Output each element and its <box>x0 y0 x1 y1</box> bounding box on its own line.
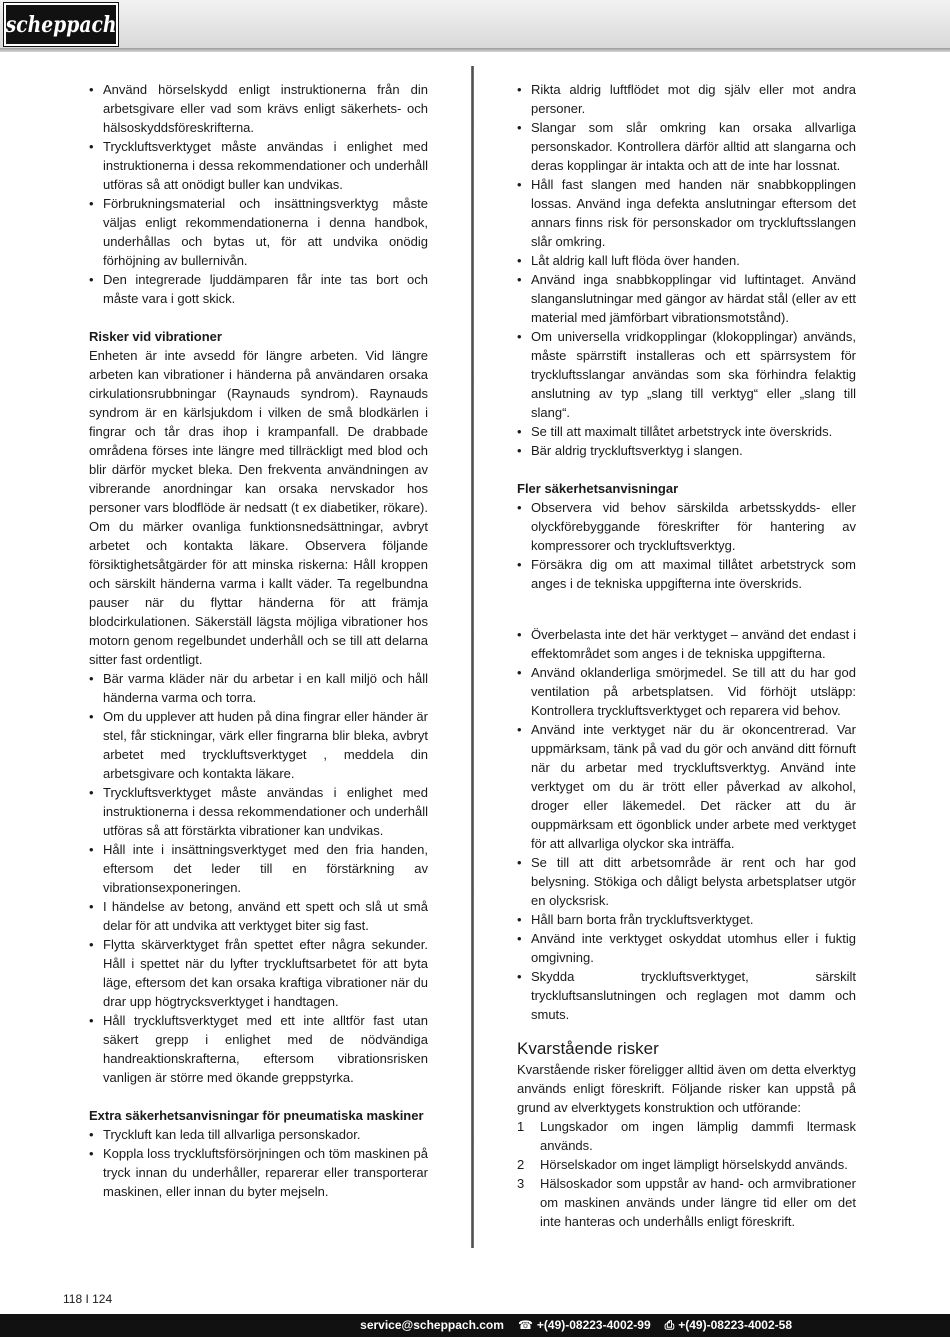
vibration-paragraph: Enheten är inte avsedd för längre arbeten. Vid längre arbeten kan vibrationer i händerna på användaren orsaka cirkulationsrubbningar (Raynauds syndrom). Raynauds syndrom är en kärlsjukdom i vilken de små blodkärlen i fingrar och tår dras ihop i krampanfall. De drabbade områdena förses inte längre med tillräckligt med blod och blir därför mycket bleka. Den frekventa användningen av vibrerande anordningar kan orsaka nervskador hos personer vars blodflöde är nedsatt (t ex diabetiker, rökare). Om du märker ovanliga funktionsnedsättningar, avbryt arbetet och kontakta läkare. Observera följande försiktighetsåtgärder för att minska riskerna: Håll kroppen och särskilt händerna varma i kallt väder. Ta regelbundna pauser när du flyttar händerna för att främja blodcirkulationen. Säkerställ lägsta möjliga vibrationer hos motorn genom regelbundet underhåll och se till att delarna sitter fast ordentligt. <box>89 348 428 667</box>
list-item: • Den integrerade ljuddämparen får inte tas bort och måste vara i gott skick. <box>89 270 428 308</box>
list-item: • Försäkra dig om att maximal tillåtet arbetstryck som anges i de tekniska uppgifterna inte överskrids. <box>517 555 856 593</box>
list-item: • Använd inga snabbkopplingar vid luftintaget. Använd slanganslutningar med gängor av härdat stål (eller av ett material med jämförbart vibrationsmotstånd). <box>517 270 856 327</box>
list-item: • Håll tryckluftsverktyget med ett inte alltför fast utan säkert grepp i enlighet med de nödvändiga handreaktionskrafterna, eftersom vibrationsrisken vanligen är större med ökande greppstyrka. <box>89 1011 428 1087</box>
item-text: Hörselskador om inget lämpligt hörselskydd används. <box>540 1157 848 1172</box>
list-item: • Om du upplever att huden på dina fingrar eller händer är stel, får stickningar, värk eller fingrarna blir bleka, avbryt arbetet med tryckluftsverktyget , meddela din arbetsgivare och kontakta läkare. <box>89 707 428 783</box>
list-item: • Bär aldrig tryckluftsverktyg i slangen. <box>517 441 856 460</box>
hose-bullet-list <box>517 80 856 460</box>
list-item: • Använd inte verktyget oskyddat utomhus eller i fuktig omgivning. <box>517 929 856 967</box>
noise-bullet-list <box>89 80 428 308</box>
list-item: • Om universella vridkopplingar (klokopplingar) används, måste spärrstift installeras och ett spärrsystem för tryckluftsslangar användas som ska förhindra felaktig anslutning av typ „slang till verktyg“ eller „slang till slang“. <box>517 327 856 422</box>
list-item: • Håll inte i insättningsverktyget med den fria handen, eftersom det leder till en förstärkning av vibrationsexponeringen. <box>89 840 428 897</box>
item-number: 1 <box>517 1119 525 1134</box>
more-safety-bullet-list <box>517 498 856 593</box>
list-item: • Se till att maximalt tillåtet arbetstryck inte överskrids. <box>517 422 856 441</box>
service-email-link[interactable]: service@scheppach.com <box>360 1318 504 1332</box>
list-item: • I händelse av betong, använd ett spett och slå ut små delar för att undvika att verktyget biter sig fast. <box>89 897 428 935</box>
fax-number: +(49)-08223-4002-58 <box>678 1318 792 1332</box>
pneumatic-bullet-list <box>89 1125 428 1201</box>
scheppach-logo <box>4 3 118 46</box>
item-number: 2 <box>517 1157 525 1172</box>
left-column <box>89 80 428 1201</box>
logo-text: scheppach <box>5 11 117 38</box>
list-item: • Slangar som slår omkring kan orsaka allvarliga personskador. Kontrollera därför alltid att slangarna och deras kopplingar är intakta och att de inte har lossnat. <box>517 118 856 175</box>
page-header <box>0 0 950 48</box>
list-item: • Se till att ditt arbetsområde är rent och har god belysning. Stökiga och dåligt belysta arbetsplatser utgör en olycksrisk. <box>517 853 856 910</box>
list-item: • Tryckluftsverktyget måste användas i enlighet med instruktionerna i dessa rekommendationer och underhåll utföras så att förstärkta vibrationer kan undvikas. <box>89 783 428 840</box>
list-item: • Koppla loss tryckluftsförsörjningen och töm maskinen på tryck innan du underhåller, reparerar eller transporterar maskinen, eller innan du byter mejseln. <box>89 1144 428 1201</box>
fax-icon: ⎙ <box>664 1318 675 1332</box>
column-divider <box>471 66 474 1248</box>
page-number: 118 I 124 <box>63 1292 113 1306</box>
item-number: 3 <box>517 1176 525 1191</box>
item-text: Lungskador om ingen lämplig dammfi ltermask används. <box>540 1119 856 1153</box>
list-item: • Skydda tryckluftsverktyget, särskilt tryckluftsanslutningen och reglagen mot damm och smuts. <box>517 967 856 1024</box>
list-item: • Rikta aldrig luftflödet mot dig själv eller mot andra personer. <box>517 80 856 118</box>
list-item: • Flytta skärverktyget från spettet efter några sekunder. Håll i spettet när du lyfter tryckluftsarbetet för att byta läge, eftersom det kan orsaka kraftiga vibrationer när du drar upp högtrycksverktyget i handtagen. <box>89 935 428 1011</box>
list-item: • Låt aldrig kall luft flöda över handen. <box>517 251 856 270</box>
list-item: • Tryckluft kan leda till allvarliga personskador. <box>89 1125 428 1144</box>
list-item: • Håll fast slangen med handen när snabbkopplingen lossas. Använd inga defekta anslutningar eftersom det annars finns risk för personskador om tryckluftsslangen slår omkring. <box>517 175 856 251</box>
phone-number: +(49)-08223-4002-99 <box>536 1318 651 1332</box>
list-item: • Använd inte verktyget när du är okoncentrerad. Var uppmärksam, tänk på vad du gör och använd ditt förnuft när du arbetar med tryckluftsverktyg. Använd inte verktyget om du är trött eller påverkad av alkohol, droger eller läkemedel. Det räcker att du är ouppmärksam ett ögonblick under arbete med verktyget för att allvarliga olyckor ska inträffa. <box>517 720 856 853</box>
item-text: Hälsoskador som uppstår av hand- och armvibrationer om maskinen används under längre tid eller om det inte hanteras och underhålls enligt föreskrift. <box>540 1176 856 1229</box>
vibration-heading: Risker vid vibrationer <box>89 329 222 344</box>
page-footer <box>0 1314 950 1337</box>
residual-risks-heading: Kvarstående risker <box>517 1039 659 1058</box>
list-item: • Observera vid behov särskilda arbetsskydds- eller olyckförebyggande föreskrifter för hantering av kompressorer och tryckluftsverktyg. <box>517 498 856 555</box>
list-item <box>517 1155 856 1174</box>
residual-risks-list <box>517 1117 856 1231</box>
general-safety-bullet-list <box>517 625 856 1024</box>
residual-risks-paragraph: Kvarstående risker föreligger alltid även om detta elverktyg används enligt föreskrift. Följande risker kan uppstå på grund av elverktygets konstruktion och utförande: <box>517 1062 856 1115</box>
more-safety-heading: Fler säkerhetsanvisningar <box>517 481 679 496</box>
phone-contact <box>518 1318 651 1333</box>
list-item: • Bär varma kläder när du arbetar i en kall miljö och håll händerna varma och torra. <box>89 669 428 707</box>
list-item <box>517 1117 856 1155</box>
list-item: • Använd hörselskydd enligt instruktionerna från din arbetsgivare eller vad som krävs enligt säkerhets- och hälsoskyddsföreskrifterna. <box>89 80 428 137</box>
header-divider <box>0 48 950 52</box>
list-item: • Tryckluftsverktyget måste användas i enlighet med instruktionerna i dessa rekommendationer och underhåll utföras så att onödigt buller kan undvikas. <box>89 137 428 194</box>
phone-icon: ☎ <box>517 1318 533 1332</box>
right-column <box>517 80 856 1231</box>
pneumatic-heading: Extra säkerhetsanvisningar för pneumatiska maskiner <box>89 1108 424 1123</box>
vibration-bullet-list <box>89 669 428 1087</box>
list-item <box>517 1174 856 1231</box>
list-item: • Överbelasta inte det här verktyget – använd det endast i effektområdet som anges i de tekniska uppgifterna. <box>517 625 856 663</box>
list-item: • Förbrukningsmaterial och insättningsverktyg måste väljas enligt rekommendationerna i denna handbok, underhållas och bytas ut, för att undvika onödig förhöjning av bullernivån. <box>89 194 428 270</box>
list-item: • Håll barn borta från tryckluftsverktyget. <box>517 910 856 929</box>
list-item: • Använd oklanderliga smörjmedel. Se till att du har god ventilation på arbetsplatsen. Vid förhöjt utsläpp: Kontrollera tryckluftsverktyget och reparera vid behov. <box>517 663 856 720</box>
fax-contact <box>665 1318 792 1333</box>
